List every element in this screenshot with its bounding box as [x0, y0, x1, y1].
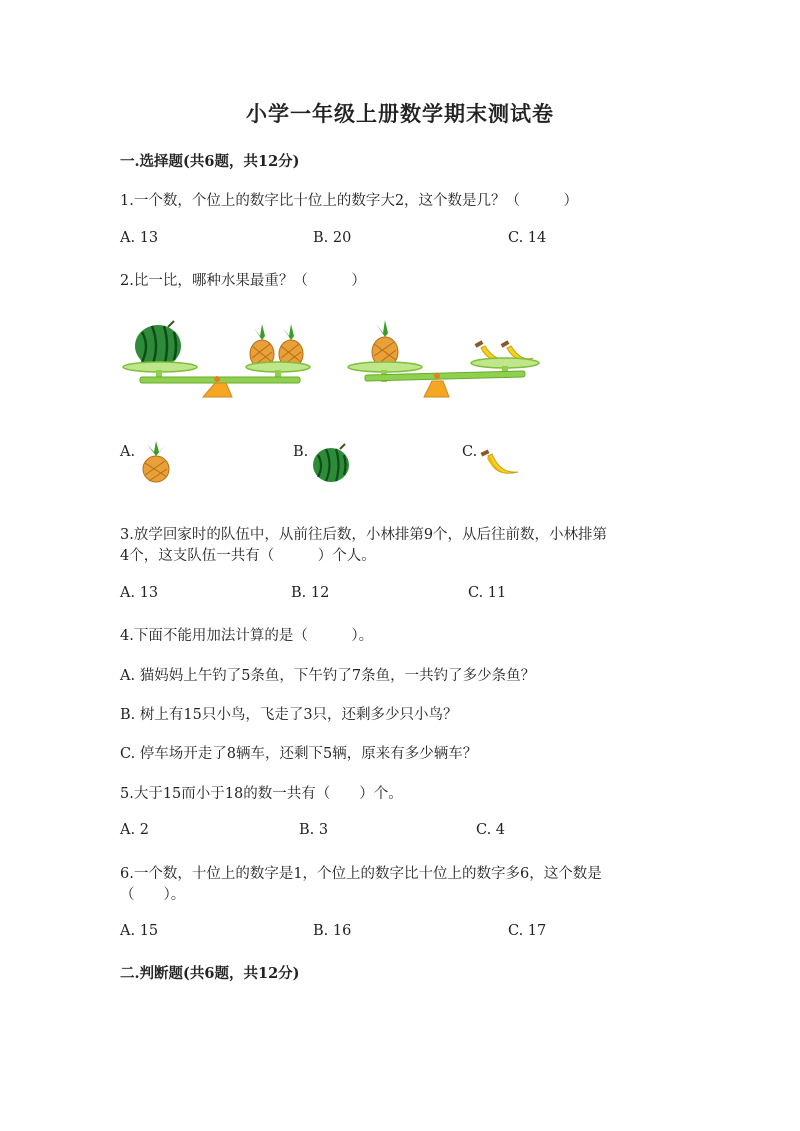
question-3-line-1: 3.放学回家时的队伍中，从前往后数，小林排第9个，从后往前数，小林排第 [120, 527, 608, 543]
q6-option-a[interactable]: A. 15 [120, 923, 159, 939]
q2-option-c[interactable]: C. [462, 444, 478, 460]
question-2: 2.比一比，哪种水果最重？（ ） [120, 273, 366, 289]
question-5: 5.大于15而小于18的数一共有（ ）个。 [120, 786, 403, 802]
q1-option-c[interactable]: C. 14 [508, 230, 547, 246]
question-6-line-1: 6.一个数，十位上的数字是1，个位上的数字比十位上的数字多6，这个数是 [120, 866, 602, 882]
page-title: 小学一年级上册数学期末测试卷 [246, 101, 554, 126]
q5-option-a[interactable]: A. 2 [120, 822, 149, 838]
q5-option-c[interactable]: C. 4 [476, 822, 506, 838]
q1-option-b[interactable]: B. 20 [313, 230, 352, 246]
q6-option-c[interactable]: C. 17 [508, 923, 547, 939]
balance-scale-2 [345, 318, 545, 400]
section-heading-choice: 一.选择题(共6题，共12分) [120, 153, 300, 170]
section-heading-judgment: 二.判断题(共6题，共12分) [120, 965, 300, 982]
q2-option-b[interactable]: B. [293, 444, 309, 460]
q6-option-b[interactable]: B. 16 [313, 923, 352, 939]
balance-scale-1 [120, 318, 320, 400]
question-4: 4.下面不能用加法计算的是（ ）。 [120, 628, 374, 644]
q4-option-a[interactable]: A. 猫妈妈上午钓了5条鱼，下午钓了7条鱼，一共钓了多少条鱼？ [120, 668, 536, 684]
watermelon-icon [135, 321, 181, 367]
banana-icon [478, 448, 520, 482]
q4-option-c[interactable]: C. 停车场开走了8辆车，还剩下5辆，原来有多少辆车？ [120, 746, 478, 762]
q3-option-b[interactable]: B. 12 [291, 585, 330, 601]
q3-option-c[interactable]: C. 11 [468, 585, 507, 601]
q5-option-b[interactable]: B. 3 [299, 822, 329, 838]
q2-option-a[interactable]: A. [120, 444, 136, 460]
question-6-line-2: （ ）。 [120, 887, 186, 903]
watermelon-icon [310, 443, 352, 483]
question-1: 1.一个数，个位上的数字比十位上的数字大2，这个数是几？（ ） [120, 193, 579, 209]
question-3-line-2: 4个，这支队伍一共有（ ）个人。 [120, 548, 376, 564]
q3-option-a[interactable]: A. 13 [120, 585, 159, 601]
q4-option-b[interactable]: B. 树上有15只小鸟，飞走了3只，还剩多少只小鸟？ [120, 707, 458, 723]
q1-option-a[interactable]: A. 13 [120, 230, 159, 246]
pineapple-icon [138, 441, 174, 483]
pineapple-icon [372, 320, 398, 367]
